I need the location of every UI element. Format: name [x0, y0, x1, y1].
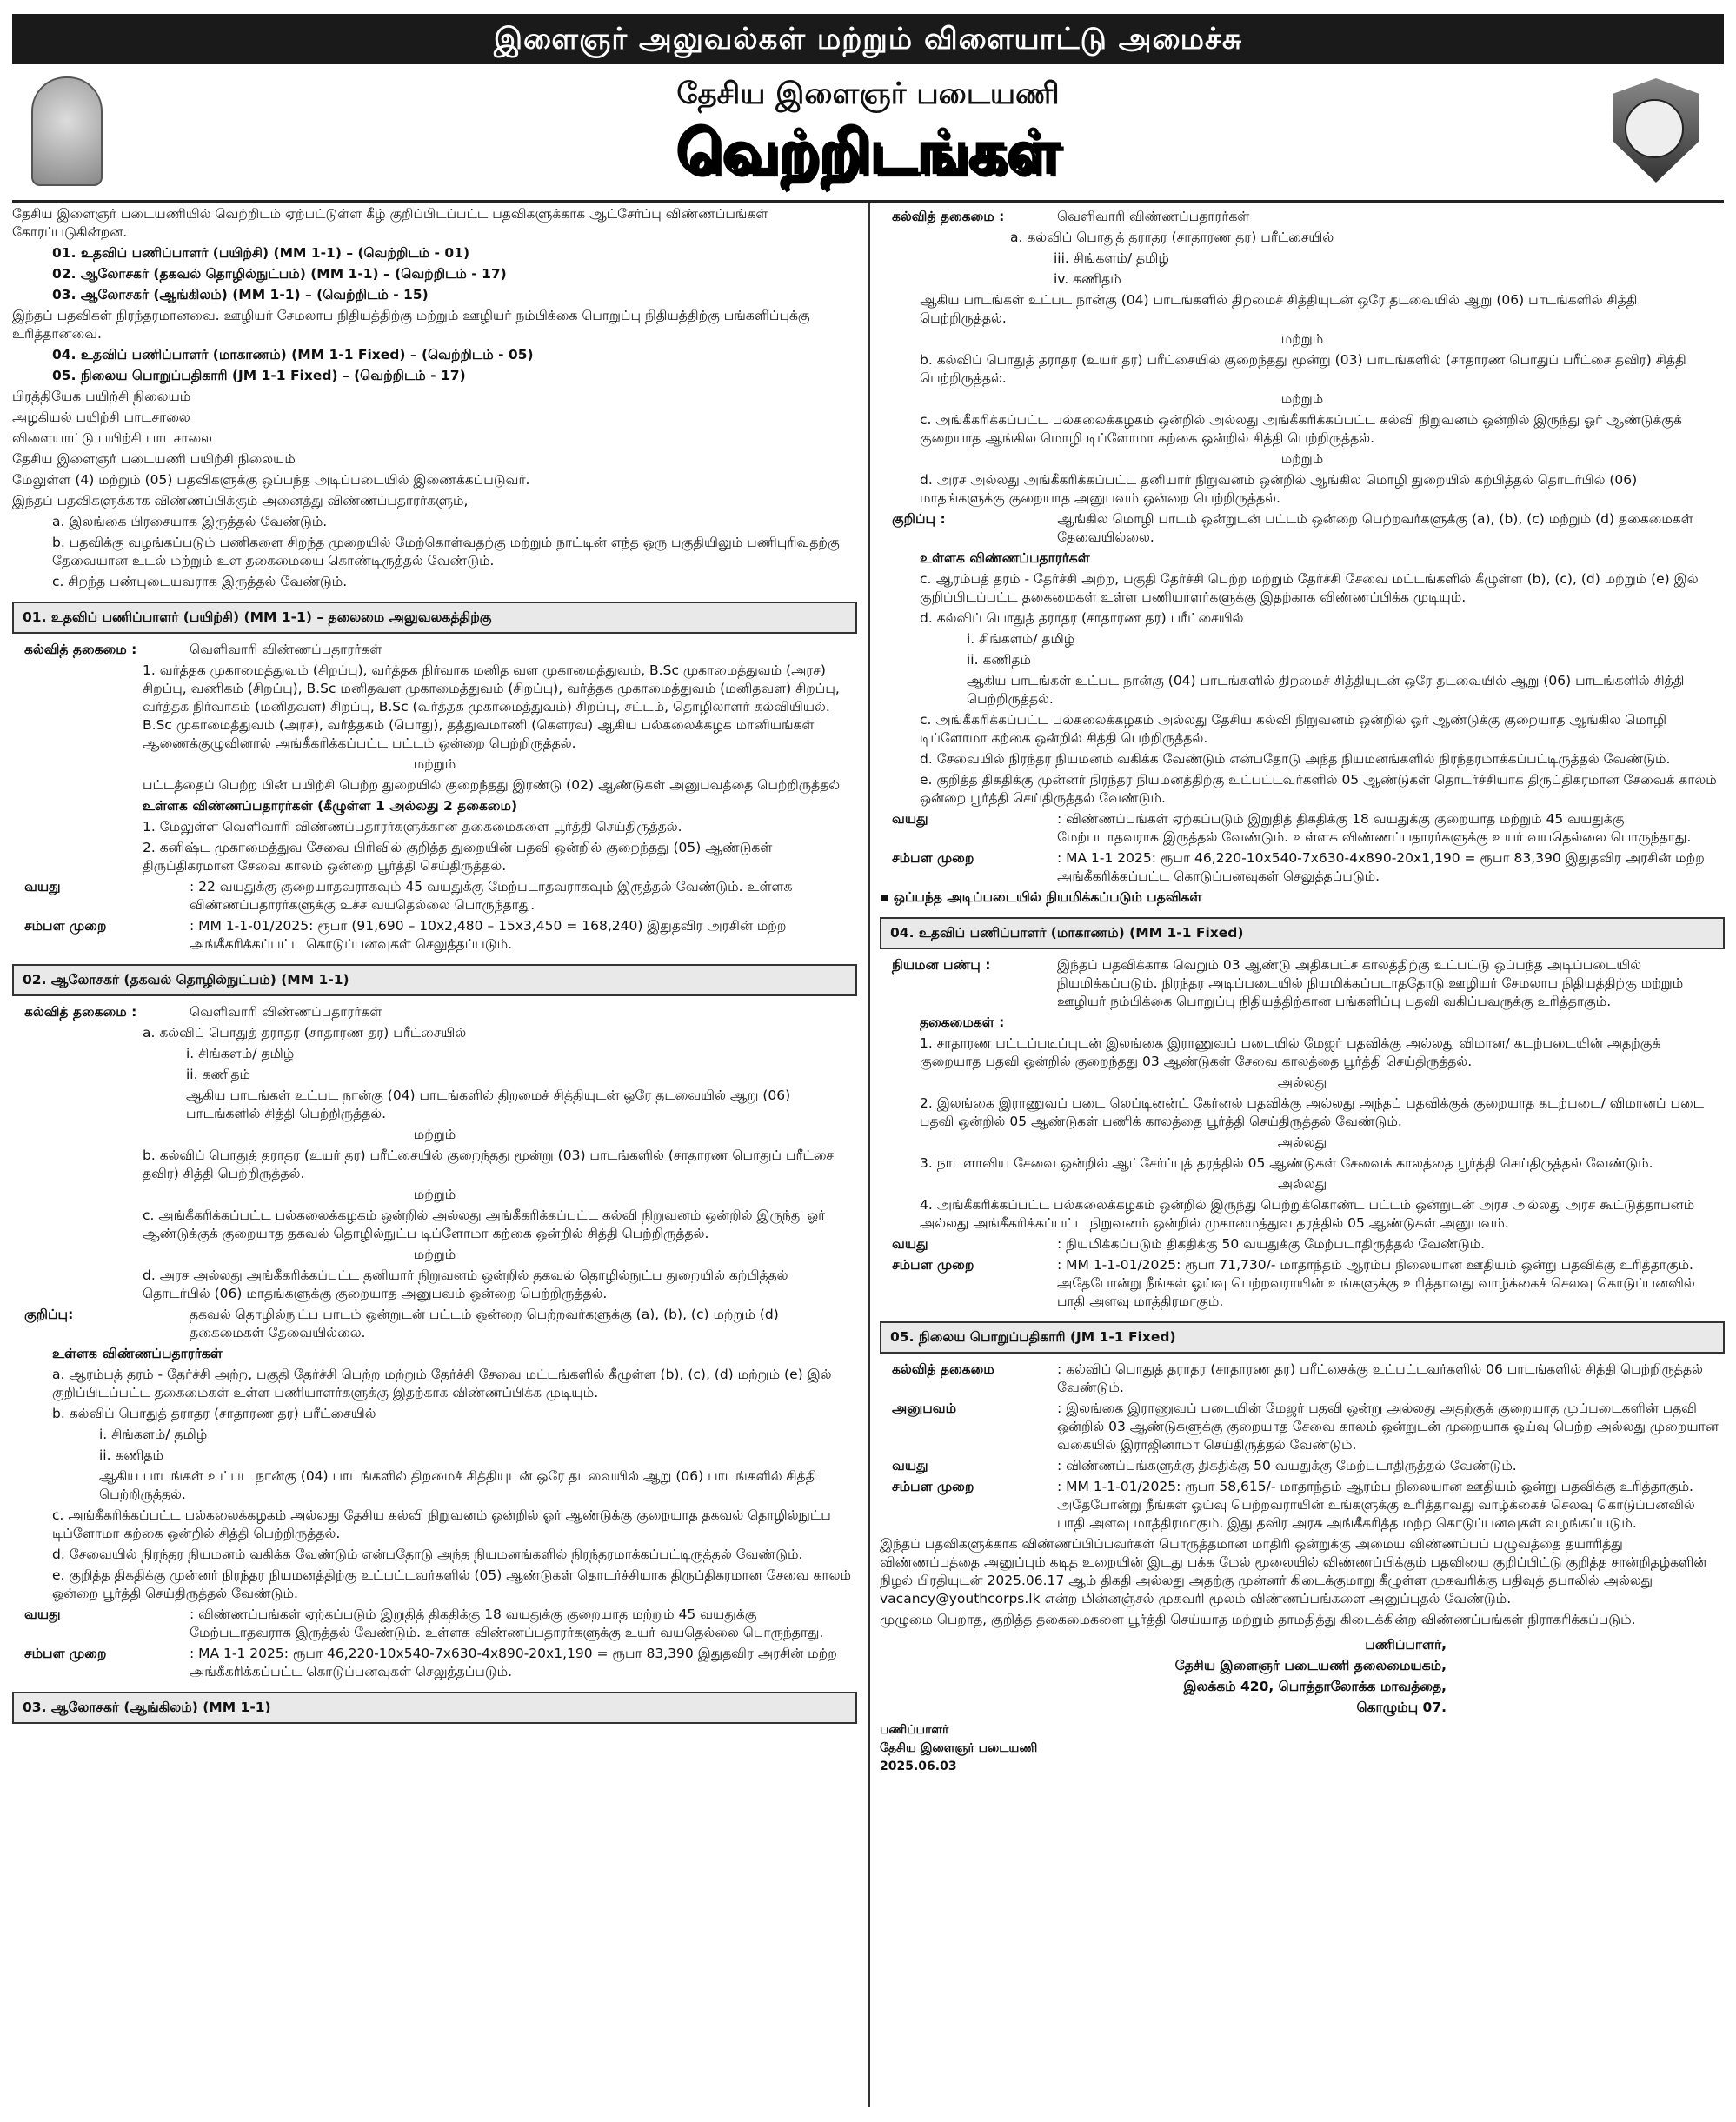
paragraph: i. சிங்களம்/ தமிழ் [967, 631, 1075, 647]
field-row [12, 1645, 857, 1681]
paragraph: ஆகிய பாடங்கள் உட்பட நான்கு (04) பாடங்களில் திறமைச் சித்தியுடன் ஒரே தடவையில் ஆறு (06) பாடங்களில் சித்தி பெற்றிருத்தல். [967, 673, 1685, 707]
field-label: சம்பள முறை [892, 1257, 974, 1273]
paragraph: மற்றும் [1280, 391, 1324, 407]
field-row [12, 641, 857, 659]
column-divider [868, 203, 870, 2107]
paragraph: ii. கணிதம் [186, 1067, 251, 1082]
field-label: நியமன பண்பு : [892, 957, 991, 973]
section-heading: 01. உதவிப் பணிப்பாளர் (பயிற்சி) (MM 1-1) – தலைமை அலுவலகத்திற்கு [12, 602, 857, 634]
paragraph: 04. உதவிப் பணிப்பாளர் (மாகாணம்) (MM 1-1 Fixed) – (வெற்றிடம் - 05) [52, 347, 534, 363]
paragraph: உள்ளக விண்ணப்பதாரர்கள் (கீழுள்ள 1 அல்லது 2 தகைமை) [143, 798, 518, 814]
field-row [12, 1306, 857, 1342]
page-title: வெற்றிடங்கள் [675, 118, 1061, 187]
field-value: : MA 1-1 2025: ரூபா 46,220-10x540-7x630-4x890-20x1,190 = ரூபா 83,390 இதுதவிர அரசின் மற்ற அங்கீகரிக்கப்பட்ட கொடுப்பனவுகள் செலுத்தப்படும். [1057, 850, 1705, 884]
field-label: கல்வித் தகைமை [892, 1361, 994, 1377]
paragraph: மற்றும் [1280, 331, 1324, 347]
paragraph: 2. கனிஷ்ட முகாமைத்துவ சேவை பிரிவில் குறித்த துறையின் பதவி ஒன்றில் குறைந்தது (05) ஆண்டுகள் திருப்திகரமான சேவை காலம் ஒன்றை பூர்த்தி செய்திருத்தல். [143, 840, 773, 874]
paragraph: 1. சாதாரண பட்டப்படிப்புடன் இலங்கை இராணுவப் படையில் மேஜர் பதவிக்கு அல்லது விமான/ கடற்படையின் அதற்குக் குறையாத பதவி ஒன்றில் குறைந்தது 03 ஆண்டுகள் சேவை காலத்தை பூர்த்தி செய்திருத்தல். [920, 1035, 1661, 1069]
field-value: : கல்விப் பொதுத் தராதர (சாதாரண தர) பரீட்சைக்கு உட்பட்டவர்களில் 06 பாடங்களில் சித்தி பெற்றிருத்தல் வேண்டும். [1057, 1361, 1703, 1395]
paragraph: d. சேவையில் நிரந்தர நியமனம் வகிக்க வேண்டும் என்பதோடு அந்த நியமனங்களில் நிரந்தரமாக்கப்பட்டிருத்தல் வேண்டும். [920, 751, 1671, 767]
paragraph: b. கல்விப் பொதுத் தராதர (உயர் தர) பரீட்சையில் குறைந்தது மூன்று (03) பாடங்களில் (சாதாரண பொதுப் பரீட்சை தவிர) சித்தி பெற்றிருத்தல். [920, 352, 1686, 386]
field-value: : MM 1-1-01/2025: ரூபா 71,730/- மாதாந்தம் ஆரம்ப நிலையான ஊதியம் ஒன்று பதவிக்கு உரித்தாகும். அதேபோன்று நீங்கள் ஓய்வு பெற்றவராயின் உங்களுக்கு உரித்தாவது வாழ்க்கைச் செலவு கொடுப்பனவில் பாதி அளவு மாத்திரமாகும். [1057, 1257, 1695, 1309]
paragraph: c. ஆரம்பத் தரம் - தேர்ச்சி அற்ற, பகுதி தேர்ச்சி பெற்ற மற்றும் தேர்ச்சி சேவை மட்டங்களில் கீழுள்ள (b), (c), (d) மற்றும் (e) இல் குறிப்பிடப்பட்ட தகைமைகள் உள்ள பணியாளர்களுக்கு இதற்காக விண்ணப்பிக்க முடியும். [920, 571, 1699, 605]
paragraph: இந்தப் பதவிகளுக்காக விண்ணப்பிப்பவர்கள் பொருத்தமான மாதிரி ஒன்றுக்கு அமைய விண்ணப்பப் பழுவத்தை தயாரித்து விண்ணப்பத்தை அனுப்பும் கடித உறையின் இடது பக்க மேல் மூலையில் விண்ணப்பிக்கும் பதவியை குறிப்பிட்டு குறித்த சான்றிதழ்களின் நிழல் பிரதியுடன் 2025.06.17 ஆம் திகதி அல்லது அதற்கு முன்னர் கிடைக்குமாறு கீழுள்ள முகவரிக்கு பதிவுத் தபாலில் அல்லது vacancy@youthcorps.lk என்ற மின்னஞ்சல் முகவரி மூலம் விண்ணப்பங்களை அனுப்புதல் வேண்டும். [880, 1536, 1707, 1606]
field-label: குறிப்பு : [892, 511, 946, 527]
paragraph: 05. நிலைய பொறுப்பதிகாரி (JM 1-1 Fixed) – (வெற்றிடம் - 17) [52, 368, 466, 383]
field-value: : நியமிக்கப்படும் திகதிக்கு 50 வயதுக்கு மேற்படாதிருத்தல் வேண்டும். [1057, 1236, 1486, 1252]
paragraph: 02. ஆலோசகர் (தகவல் தொழில்நுட்பம்) (MM 1-1) – (வெற்றிடம் - 17) [52, 266, 507, 282]
field-value: : விண்ணப்பங்கள் ஏற்கப்படும் இறுதித் திகதிக்கு 18 வயதுக்கு குறையாத மற்றும் 45 வயதுக்கு மேற்படாதவராக இருத்தல் வேண்டும். உள்ளக விண்ணப்பதாரர்களுக்கு உயர் வயதெல்லை பொருந்தாது. [1057, 811, 1692, 845]
paragraph: ஆகிய பாடங்கள் உட்பட நான்கு (04) பாடங்களில் திறமைச் சித்தியுடன் ஒரே தடவையில் ஆறு (06) பாடங்களில் சித்தி பெற்றிருத்தல். [99, 1468, 817, 1502]
paragraph: b. கல்விப் பொதுத் தராதர (உயர் தர) பரீட்சையில் குறைந்தது மூன்று (03) பாடங்களில் (சாதாரண பொதுப் பரீட்சை தவிர) சித்தி பெற்றிருத்தல். [143, 1147, 835, 1181]
field-label: வயது [892, 811, 928, 827]
paragraph: ஆகிய பாடங்கள் உட்பட நான்கு (04) பாடங்களில் திறமைச் சித்தியுடன் ஒரே தடவையில் ஆறு (06) பாடங்களில் சித்தி பெற்றிருத்தல். [920, 292, 1638, 326]
paragraph: i. சிங்களம்/ தமிழ் [186, 1046, 295, 1061]
field-row [880, 1400, 1725, 1454]
field-row [880, 849, 1725, 886]
field-row [880, 956, 1725, 1011]
field-label: கல்வித் தகைமை : [24, 1004, 137, 1020]
field-label: வயது [892, 1236, 928, 1252]
paragraph: உள்ளக விண்ணப்பதாரர்கள் [52, 1346, 223, 1361]
field-value: : இலங்கை இராணுவப் படையின் மேஜர் பதவி ஒன்று அல்லது அதற்குக் குறையாத முப்படைகளின் பதவி ஒன்றில் 03 ஆண்டுகளுக்கு குறையாத சேவை காலம் ஒன்றுடன் முறையாக ஓய்வு பெற்ற அல்லது முறையான வகையில் இராஜினாமா செய்திருத்தல் வேண்டும். [1057, 1400, 1719, 1453]
field-row [880, 1478, 1725, 1533]
field-row [12, 878, 857, 915]
paragraph: ii. கணிதம் [967, 652, 1032, 668]
signature-line: கொழும்பு 07. [1356, 1700, 1447, 1715]
field-row [880, 208, 1725, 226]
paragraph: ▪ ஒப்பந்த அடிப்படையில் நியமிக்கப்படும் பதவிகள் [880, 889, 1202, 905]
paragraph: மற்றும் [413, 1127, 456, 1142]
paragraph: a. கல்விப் பொதுத் தராதர (சாதாரண தர) பரீட்சையில் [1010, 229, 1334, 245]
paragraph: 1. மேலுள்ள வெளிவாரி விண்ணப்பதாரர்களுக்கான தகைமைகளை பூர்த்தி செய்திருத்தல். [143, 819, 682, 835]
field-label: சம்பள முறை [24, 918, 107, 934]
footer-line: தேசிய இளைஞர் படையணி [880, 1741, 1038, 1755]
paragraph: 3. நாடளாவிய சேவை ஒன்றில் ஆட்சேர்ப்புத் தரத்தில் 05 ஆண்டுகள் சேவைக் காலத்தை பூர்த்தி செய்திருத்தல் வேண்டும். [920, 1155, 1653, 1171]
footer-block [880, 1722, 1725, 1774]
field-row [880, 1457, 1725, 1475]
paragraph: 4. அங்கீகரிக்கப்பட்ட பல்கலைக்கழகம் ஒன்றில் இருந்து பெற்றுக்கொண்ட பட்டம் ஒன்றுடன் அரச அல்லது அரச கூட்டுத்தாபனம் அல்லது அங்கீகரிக்கப்பட்ட நிறுவனம் ஒன்றில் முகாமைத்துவ தரத்தில் 05 ஆண்டுகள் அனுபவம். [920, 1197, 1695, 1231]
paragraph: b. கல்விப் பொதுத் தராதர (சாதாரண தர) பரீட்சையில் [52, 1406, 376, 1421]
field-label: வயது [892, 1458, 928, 1473]
paragraph: 1. வர்த்தக முகாமைத்துவம் (சிறப்பு), வர்த்தக நிர்வாக மனித வள முகாமைத்துவம், B.Sc முகாமைத்துவம் (அரச) சிறப்பு, வணிகம் (சிறப்பு), B.Sc மனிதவள முகாமைத்துவம் (சிறப்பு), வர்த்தக முகாமைத்துவம் (மனிதவள) சிறப்பு, வர்த்தக நிர்வாகம் (மனிதவள) சிறப்பு, B.Sc (வர்த்தக முகாமைத்துவம்) சிறப்பு, சட்டம், தொழிலாளர் கல்வியியல். B.Sc முகாமைத்துவம் (அரச), வர்த்தகம் (பொது), தத்துவமாணி (கௌரவ) ஆகிய பல்கலைக்கழக மானியங்கள் ஆணைக்குழுவினால் அங்கீகரிக்கப்பட்ட பட்டம் ஒன்றை பெற்றிருத்தல். [143, 662, 840, 751]
paragraph: a. இலங்கை பிரசையாக இருத்தல் வேண்டும். [52, 514, 328, 529]
field-label: வயது [24, 879, 61, 895]
section-heading: 05. நிலைய பொறுப்பதிகாரி (JM 1-1 Fixed) [880, 1321, 1725, 1354]
paragraph: ஆகிய பாடங்கள் உட்பட நான்கு (04) பாடங்களில் திறமைச் சித்தியுடன் ஒரே தடவையில் ஆறு (06) பாடங்களில் சித்தி பெற்றிருத்தல். [186, 1088, 791, 1121]
field-row [880, 1256, 1725, 1311]
paragraph: d. கல்விப் பொதுத் தராதர (சாதாரண தர) பரீட்சையில் [920, 610, 1244, 626]
field-value: : MM 1-1-01/2025: ரூபா 58,615/- மாதாந்தம் ஆரம்ப நிலையான ஊதியம் ஒன்று பதவிக்கு உரித்தாகும். அதேபோன்று நீங்கள் ஓய்வு பெற்றவராயின் உங்களுக்கு உரித்தாவது வாழ்க்கைச் செலவு கொடுப்பனவில் பாதி அளவு மாத்திரமாகும். இது தவிர அரசு அங்கீகரித்த மற்ற கொடுப்பனவுகள் வழங்கப்படும். [1057, 1479, 1695, 1531]
logo-figure-icon [1625, 99, 1684, 158]
paragraph: பிரத்தியேக பயிற்சி நிலையம் [12, 389, 191, 404]
paragraph: 2. இலங்கை இராணுவப் படை லெப்டினன்ட் கேர்னல் பதவிக்கு அல்லது அந்தப் பதவிக்குக் குறையாத கடற்படை/ விமானப் படை பதவி ஒன்றில் 05 ஆண்டுகள் பணிக் காலத்தை பூர்த்தி செய்திருத்தல் வேண்டும். [920, 1095, 1704, 1129]
paragraph: இந்தப் பதவிகள் நிரந்தரமானவை. ஊழியர் சேமலாப நிதியத்திற்கு மற்றும் ஊழியர் நம்பிக்கை பொறுப்பு நிதியத்திற்கு பங்களிப்புக்கு உரித்தானவை. [12, 308, 810, 342]
field-value: இந்தப் பதவிக்காக வெறும் 03 ஆண்டு அதிகபட்ச காலத்திற்கு உட்பட்டு ஒப்பந்த அடிப்படையில் நியமிக்கப்படும். நிரந்தர அடிப்படையில் நியமிக்கப்படாததோடு ஊழியர் சேமலாப நிதியத்திற்கு மற்றும் ஊழியர் நம்பிக்கை பொறுப்பு நிதியத்திற்கான பங்களிப்பு பதவி வகிப்பவருக்கு உரித்தாகும். [1057, 957, 1684, 1009]
header [12, 64, 1724, 203]
left-column [12, 205, 857, 1731]
paragraph: e. குறித்த திகதிக்கு முன்னர் நிரந்தர நியமனத்திற்கு உட்பட்டவர்களில் 05 ஆண்டுகள் தொடர்ச்சியாக திருப்திகரமான சேவைக் காலம் ஒன்றை பூர்த்தி செய்திருத்தல் வேண்டும். [920, 772, 1717, 806]
field-row [12, 917, 857, 954]
field-value: : 22 வயதுக்கு குறையாதவராகவும் 45 வயதுக்கு மேற்படாதவராகவும் இருத்தல் வேண்டும். உள்ளக விண்ணப்பதாரர்களுக்கு உச்ச வயதெல்லை பொருந்தாது. [190, 879, 793, 913]
field-value: : MA 1-1 2025: ரூபா 46,220-10x540-7x630-4x890-20x1,190 = ரூபா 83,390 இதுதவிர அரசின் மற்ற அங்கீகரிக்கப்பட்ட கொடுப்பனவுகள் செலுத்தப்படும். [190, 1646, 837, 1680]
field-label: சம்பள முறை [892, 1479, 974, 1494]
section-heading: 04. உதவிப் பணிப்பாளர் (மாகாணம்) (MM 1-1 Fixed) [880, 917, 1725, 949]
field-label: சம்பள முறை [24, 1646, 107, 1661]
footer-line: பணிப்பாளர் [880, 1723, 949, 1737]
section-heading: 03. ஆலோசகர் (ஆங்கிலம்) (MM 1-1) [12, 1692, 857, 1724]
field-value: வெளிவாரி விண்ணப்பதாரர்கள் [190, 1004, 382, 1020]
signature-line: தேசிய இளைஞர் படையணி தலைமையகம், [1174, 1658, 1447, 1673]
paragraph: d. அரச அல்லது அங்கீகரிக்கப்பட்ட தனியார் நிறுவனம் ஒன்றில் தகவல் தொழில்நுட்ப துறையில் கற்பித்தல் தொடர்பில் (06) மாதங்களுக்கு குறையாத அனுபவம் ஒன்றை பெற்றிருத்தல். [143, 1267, 788, 1301]
field-row [880, 1360, 1725, 1397]
section-heading: 02. ஆலோசகர் (தகவல் தொழில்நுட்பம்) (MM 1-1) [12, 964, 857, 996]
paragraph: ii. கணிதம் [99, 1447, 164, 1463]
paragraph: c. அங்கீகரிக்கப்பட்ட பல்கலைக்கழகம் அல்லது தேசிய கல்வி நிறுவனம் ஒன்றில் ஓர் ஆண்டுக்கு குறையாத ஆங்கில மொழி டிப்ளோமா கற்கை ஒன்றில் சித்தி பெற்றிருத்தல். [920, 712, 1667, 746]
right-column [880, 205, 1725, 1777]
paragraph: மேலுள்ள (4) மற்றும் (05) பதவிகளுக்கு ஒப்பந்த அடிப்படையில் இணைக்கப்படுவர். [12, 472, 530, 488]
field-label: சம்பள முறை [892, 850, 974, 866]
field-label: குறிப்பு: [24, 1307, 74, 1322]
field-label: அனுபவம் [892, 1400, 957, 1416]
subtitle: தேசிய இளைஞர் படையணி [676, 76, 1060, 111]
paragraph: அல்லது [1277, 1134, 1327, 1150]
signature-line: பணிப்பாளர், [1365, 1637, 1447, 1653]
paragraph: உள்ளக விண்ணப்பதாரர்கள் [920, 550, 1090, 566]
paragraph: a. ஆரம்பத் தரம் - தேர்ச்சி அற்ற, பகுதி தேர்ச்சி பெற்ற மற்றும் தேர்ச்சி சேவை மட்டங்களில் கீழுள்ள (b), (c), (d) மற்றும் (e) இல் குறிப்பிடப்பட்ட தகைமைகள் உள்ள பணியாளர்களுக்கு இதற்காக விண்ணப்பிக்க முடியும். [52, 1367, 832, 1400]
field-label: வயது [24, 1606, 61, 1622]
ministry-banner: இளைஞர் அலுவல்கள் மற்றும் விளையாட்டு அமைச்சு [12, 14, 1724, 64]
paragraph: மற்றும் [413, 1187, 456, 1202]
field-value: : MM 1-1-01/2025: ரூபா (91,690 – 10x2,480 – 15x3,450 = 168,240) இதுதவிர அரசின் மற்ற அங்கீகரிக்கப்பட்ட கொடுப்பனவுகள் செலுத்தப்படும். [190, 918, 787, 952]
paragraph: 01. உதவிப் பணிப்பாளர் (பயிற்சி) (MM 1-1) – (வெற்றிடம் - 01) [52, 245, 470, 261]
field-label: கல்வித் தகைமை : [24, 642, 137, 657]
footer-line: 2025.06.03 [880, 1759, 957, 1773]
paragraph: விளையாட்டு பயிற்சி பாடசாலை [12, 430, 213, 446]
paragraph: d. அரச அல்லது அங்கீகரிக்கப்பட்ட தனியார் நிறுவனம் ஒன்றில் ஆங்கில மொழி துறையில் கற்பித்தல் தொடர்பில் (06) மாதங்களுக்கு குறையாத அனுபவம் ஒன்றை பெற்றிருத்தல். [920, 472, 1638, 506]
signature-line: இலக்கம் 420, பொத்தாலோக்க மாவத்தை, [1183, 1679, 1447, 1694]
paragraph: மற்றும் [1280, 451, 1324, 467]
paragraph: முழுமை பெறாத, குறித்த தகைமைகளை பூர்த்தி செய்யாத மற்றும் தாமதித்து கிடைக்கின்ற விண்ணப்பங்கள் நிராகரிக்கப்படும். [880, 1612, 1636, 1627]
field-row [12, 1003, 857, 1021]
field-row [12, 1606, 857, 1642]
paragraph: b. பதவிக்கு வழங்கப்படும் பணிகளை சிறந்த முறையில் மேற்கொள்வதற்கு மற்றும் நாட்டின் எந்த ஒரு பகுதியிலும் பணிபுரிவதற்கு தேவையான உடல் மற்றும் உள தகைமையை கொண்டிருத்தல் வேண்டும். [52, 535, 840, 569]
paragraph: c. அங்கீகரிக்கப்பட்ட பல்கலைக்கழகம் அல்லது தேசிய கல்வி நிறுவனம் ஒன்றில் ஓர் ஆண்டுக்கு குறையாத தகவல் தொழில்நுட்ப டிப்ளோமா கற்கை ஒன்றில் சித்தி பெற்றிருத்தல். [52, 1507, 831, 1541]
paragraph: c. சிறந்த பண்புடையவராக இருத்தல் வேண்டும். [52, 574, 348, 589]
paragraph: iii. சிங்களம்/ தமிழ் [1054, 250, 1169, 266]
paragraph: தேசிய இளைஞர் படையணி பயிற்சி நிலையம் [12, 451, 296, 467]
paragraph: e. குறித்த திகதிக்கு முன்னர் நிரந்தர நியமனத்திற்கு உட்பட்டவர்களில் (05) ஆண்டுகள் தொடர்ச்சியாக திருப்திகரமான சேவை காலம் ஒன்றை பூர்த்தி செய்திருத்தல் வேண்டும். [52, 1567, 851, 1601]
field-value: : விண்ணப்பங்கள் ஏற்கப்படும் இறுதித் திகதிக்கு 18 வயதுக்கு குறையாத மற்றும் 45 வயதுக்கு மேற்படாதவராக இருத்தல் வேண்டும். உள்ளக விண்ணப்பதாரர்களுக்கு உயர் வயதெல்லை பொருந்தாது. [190, 1606, 824, 1640]
paragraph: i. சிங்களம்/ தமிழ் [99, 1427, 208, 1442]
paragraph: தேசிய இளைஞர் படையணியில் வெற்றிடம் ஏற்பட்டுள்ள கீழ் குறிப்பிடப்பட்ட பதவிகளுக்காக ஆட்சேர்ப்பு விண்ணப்பங்கள் கோரப்படுகின்றன. [12, 206, 768, 240]
field-value: : விண்ணப்பங்களுக்கு திகதிக்கு 50 வயதுக்கு மேற்படாதிருத்தல் வேண்டும். [1057, 1458, 1517, 1473]
field-label: கல்வித் தகைமை : [892, 209, 1005, 224]
paragraph: மற்றும் [413, 1247, 456, 1262]
paragraph: 03. ஆலோசகர் (ஆங்கிலம்) (MM 1-1) – (வெற்றிடம் - 15) [52, 287, 429, 303]
paragraph: அல்லது [1277, 1074, 1327, 1090]
field-row [880, 810, 1725, 847]
field-value: தகவல் தொழில்நுட்ப பாடம் ஒன்றுடன் பட்டம் ஒன்றை பெற்றவர்களுக்கு (a), (b), (c) மற்றும் (d) தகைமைகள் தேவையில்லை. [190, 1307, 779, 1340]
paragraph: அல்லது [1277, 1176, 1327, 1192]
paragraph: இந்தப் பதவிகளுக்காக விண்ணப்பிக்கும் அனைத்து விண்ணப்பதாரர்களும், [12, 493, 469, 509]
paragraph: c. அங்கீகரிக்கப்பட்ட பல்கலைக்கழகம் ஒன்றில் அல்லது அங்கீகரிக்கப்பட்ட கல்வி நிறுவனம் ஒன்றில் இருந்து ஓர் ஆண்டுக்குக் குறையாத தகவல் தொழில்நுட்ப டிப்ளோமா கற்கை ஒன்றில் சித்தி பெற்றிருத்தல். [143, 1207, 826, 1241]
paragraph: மற்றும் [413, 756, 456, 772]
field-value: வெளிவாரி விண்ணப்பதாரர்கள் [190, 642, 382, 657]
field-value: வெளிவாரி விண்ணப்பதாரர்கள் [1057, 209, 1250, 224]
paragraph: பட்டத்தைப் பெற்ற பின் பயிற்சி பெற்ற துறையில் குறைந்தது இரண்டு (02) ஆண்டுகள் அனுபவத்தை பெற்றிருத்தல் [143, 777, 841, 793]
field-row [880, 510, 1725, 547]
field-value: ஆங்கில மொழி பாடம் ஒன்றுடன் பட்டம் ஒன்றை பெற்றவர்களுக்கு (a), (b), (c) மற்றும் (d) தகைமைகள் தேவையில்லை. [1057, 511, 1693, 545]
signature-block [880, 1636, 1725, 1717]
paragraph: c. அங்கீகரிக்கப்பட்ட பல்கலைக்கழகம் ஒன்றில் அல்லது அங்கீகரிக்கப்பட்ட கல்வி நிறுவனம் ஒன்றில் இருந்து ஓர் ஆண்டுக்குக் குறையாத ஆங்கில மொழி டிப்ளோமா கற்கை ஒன்றில் சித்தி பெற்றிருத்தல். [920, 412, 1682, 446]
paragraph: தகைமைகள் : [920, 1014, 1005, 1030]
paragraph: அழகியல் பயிற்சி பாடசாலை [12, 409, 190, 425]
paragraph: iv. கணிதம் [1054, 271, 1121, 287]
field-row [880, 1235, 1725, 1254]
paragraph: a. கல்விப் பொதுத் தராதர (சாதாரண தர) பரீட்சையில் [143, 1025, 467, 1041]
paragraph: d. சேவையில் நிரந்தர நியமனம் வகிக்க வேண்டும் என்பதோடு அந்த நியமனங்களில் நிரந்தரமாக்கப்பட்டிருத்தல் வேண்டும். [52, 1547, 803, 1562]
